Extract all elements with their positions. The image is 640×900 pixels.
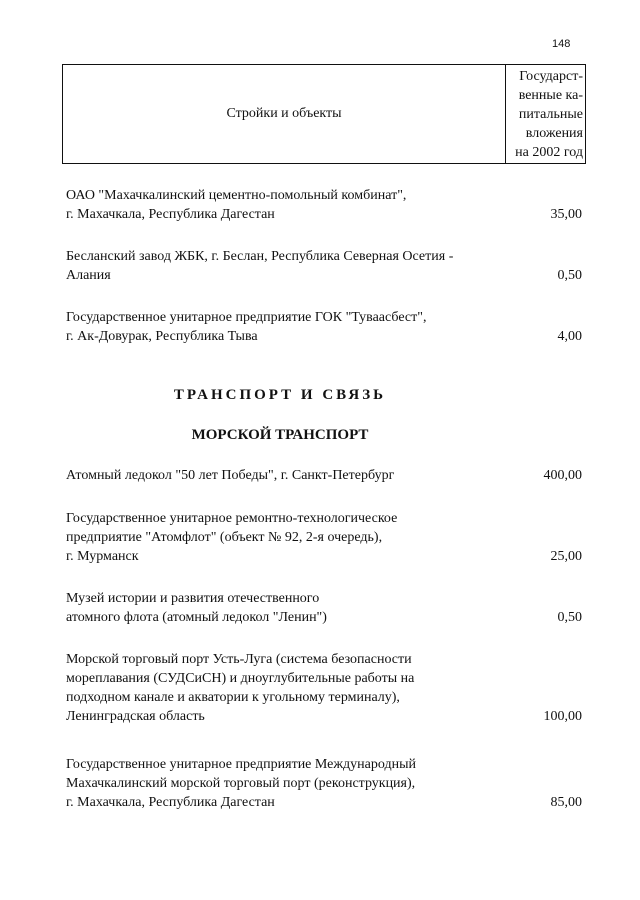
entry-line: ОАО "Махачкалинский цементно-помольный комбинат", <box>66 188 407 203</box>
entry-line: Атомный ледокол "50 лет Победы", г. Санкт-Петербург <box>66 468 395 483</box>
header-investment-line: венные ка- <box>518 88 583 103</box>
entry-line: Махачкалинский морской торговый порт (реконструкция), <box>66 776 416 791</box>
header-investment-line: на 2002 год <box>515 145 583 160</box>
entry-value: 100,00 <box>543 709 582 724</box>
entry-line: Алания <box>66 268 111 283</box>
list-item <box>66 466 582 485</box>
entry-line: г. Ак-Довурак, Республика Тыва <box>66 329 258 344</box>
entry-value: 4,00 <box>557 329 582 344</box>
entry-value: 0,50 <box>557 268 582 283</box>
header-objects-column: Стройки и объекты <box>226 106 342 121</box>
header-investment-line: Государст- <box>519 69 583 84</box>
entry-line: мореплавания (СУДСиСН) и дноуглубительные работы на <box>66 671 415 686</box>
entry-line: предприятие "Атомфлот" (объект № 92, 2-я очередь), <box>66 530 383 545</box>
header-investment-line: питальные <box>518 107 583 122</box>
section-title: ТРАНСПОРТ И СВЯЗЬ <box>173 387 387 403</box>
table-header <box>62 64 586 164</box>
entry-line: г. Махачкала, Республика Дагестан <box>66 795 275 810</box>
entry-line: Государственное унитарное предприятие ГОК "Туваасбест", <box>66 310 427 325</box>
entry-line: Морской торговый порт Усть-Луга (система безопасности <box>66 652 412 667</box>
entry-value: 0,50 <box>557 610 582 625</box>
entry-value: 25,00 <box>550 549 582 564</box>
entry-value: 35,00 <box>550 207 582 222</box>
entry-line: г. Мурманск <box>66 549 139 564</box>
list-item <box>66 509 582 566</box>
entry-line: Ленинградская область <box>66 709 205 724</box>
entry-value: 400,00 <box>543 468 582 483</box>
list-item <box>66 186 582 224</box>
header-investment-line: вложения <box>525 126 583 141</box>
entry-line: Государственное унитарное ремонтно-технологическое <box>66 511 398 526</box>
list-item <box>66 589 582 627</box>
list-item <box>66 308 582 346</box>
entry-line: г. Махачкала, Республика Дагестан <box>66 207 275 222</box>
list-item <box>66 247 582 285</box>
list-item <box>66 755 582 812</box>
section-subtitle: МОРСКОЙ ТРАНСПОРТ <box>191 427 369 443</box>
entry-line: атомного флота (атомный ледокол "Ленин") <box>66 610 327 625</box>
entry-line: Музей истории и развития отечественного <box>66 591 320 606</box>
header-investment-column <box>505 65 585 163</box>
entry-line: Бесланский завод ЖБК, г. Беслан, Республика Северная Осетия - <box>66 249 454 264</box>
entry-line: подходном канале и акватории к угольному терминалу), <box>66 690 400 705</box>
entry-line: Государственное унитарное предприятие Международный <box>66 757 416 772</box>
list-item <box>66 650 582 726</box>
page-number: 148 <box>552 38 571 50</box>
entry-value: 85,00 <box>550 795 582 810</box>
